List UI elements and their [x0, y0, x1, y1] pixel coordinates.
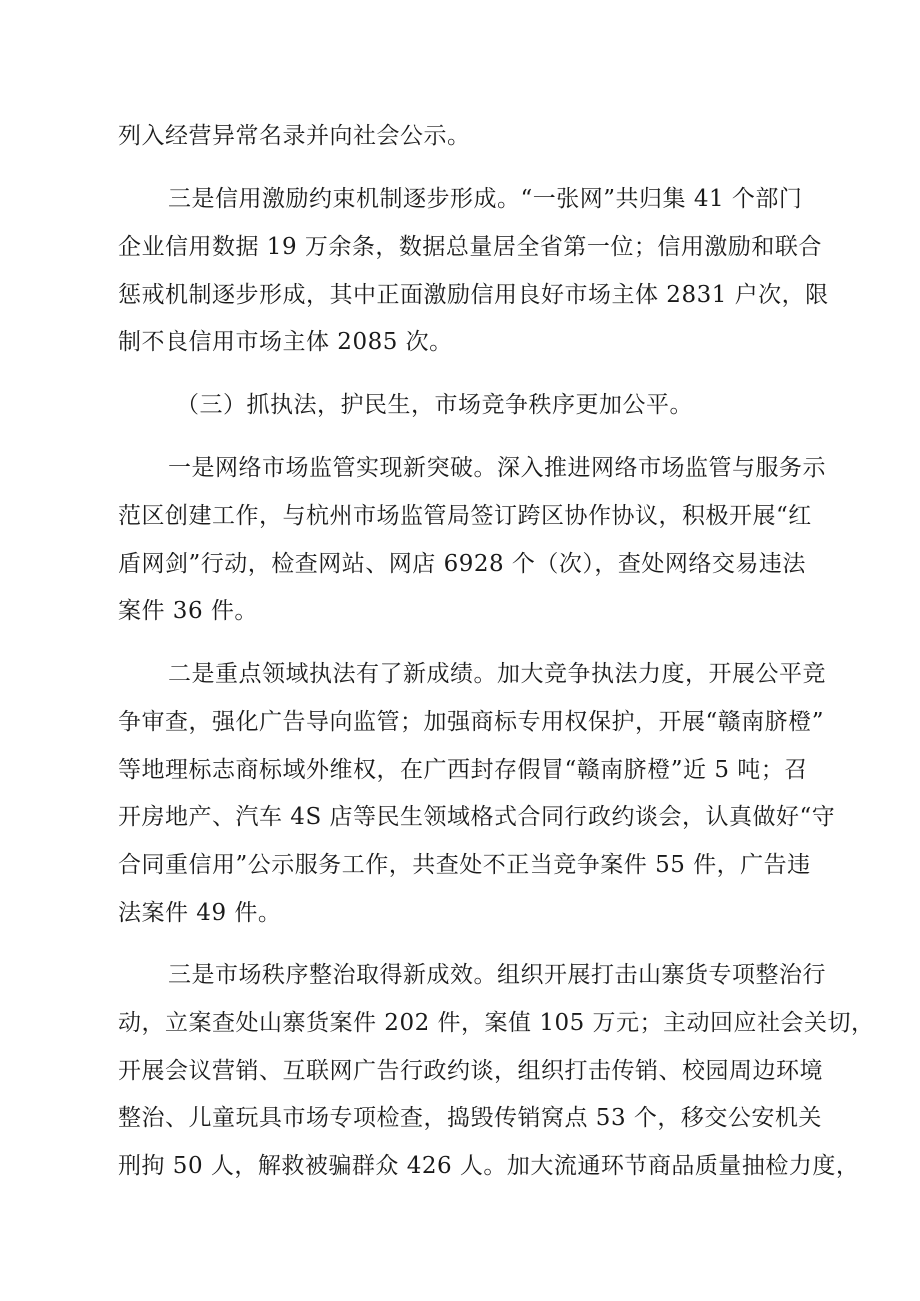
text-line: 争审查，强化广告导向监管；加强商标专用权保护，开展“赣南脐橙” [118, 709, 825, 735]
text-line: 法案件 49 件。 [118, 900, 282, 926]
text-line: 开展会议营销、互联网广告行政约谈，组织打击传销、校园周边环境 [118, 1058, 823, 1084]
text-line: 盾网剑”行动，检查网站、网店 6928 个（次），查处网络交易违法 [118, 551, 806, 577]
text-line: 惩戒机制逐步形成，其中正面激励信用良好市场主体 2831 户次，限 [118, 282, 829, 308]
paragraph-key-enforcement: 二是重点领域执法有了新成绩。加大竞争执法力度，开展公平竞 [168, 661, 826, 687]
text-line: 合同重信用”公示服务工作，共查处不正当竞争案件 55 件，广告违 [118, 852, 811, 878]
text-line: 范区创建工作，与杭州市场监管局签订跨区协作协议，积极开展“红 [118, 503, 812, 529]
text-line: 动，立案查处山寨货案件 202 件，案值 105 万元；主动回应社会关切， [118, 1010, 875, 1036]
paragraph-market-order: 三是市场秩序整治取得新成效。组织开展打击山寨货专项整治行 [168, 962, 826, 988]
text-line: 列入经营异常名录并向社会公示。 [118, 123, 471, 149]
text-line: 刑拘 50 人，解救被骗群众 426 人。加大流通环节商品质量抽检力度， [118, 1153, 860, 1179]
section-heading: （三）抓执法，护民生，市场竞争秩序更加公平。 [176, 392, 693, 418]
text-line: 整治、儿童玩具市场专项检查，捣毁传销窝点 53 个，移交公安机关 [118, 1105, 822, 1131]
text-line: 制不良信用市场主体 2085 次。 [118, 329, 453, 355]
text-line: 开房地产、汽车 4S 店等民生领域格式合同行政约谈会，认真做好“守 [118, 804, 836, 830]
text-line: 等地理标志商标域外维权，在广西封存假冒“赣南脐橙”近 5 吨；召 [118, 757, 808, 783]
paragraph-online-market: 一是网络市场监管实现新突破。深入推进网络市场监管与服务示 [168, 455, 826, 481]
text-line: 企业信用数据 19 万余条，数据总量居全省第一位；信用激励和联合 [118, 234, 822, 260]
text-line: 案件 36 件。 [118, 598, 258, 624]
paragraph-credit-incentive: 三是信用激励约束机制逐步形成。“一张网”共归集 41 个部门 [168, 186, 803, 212]
